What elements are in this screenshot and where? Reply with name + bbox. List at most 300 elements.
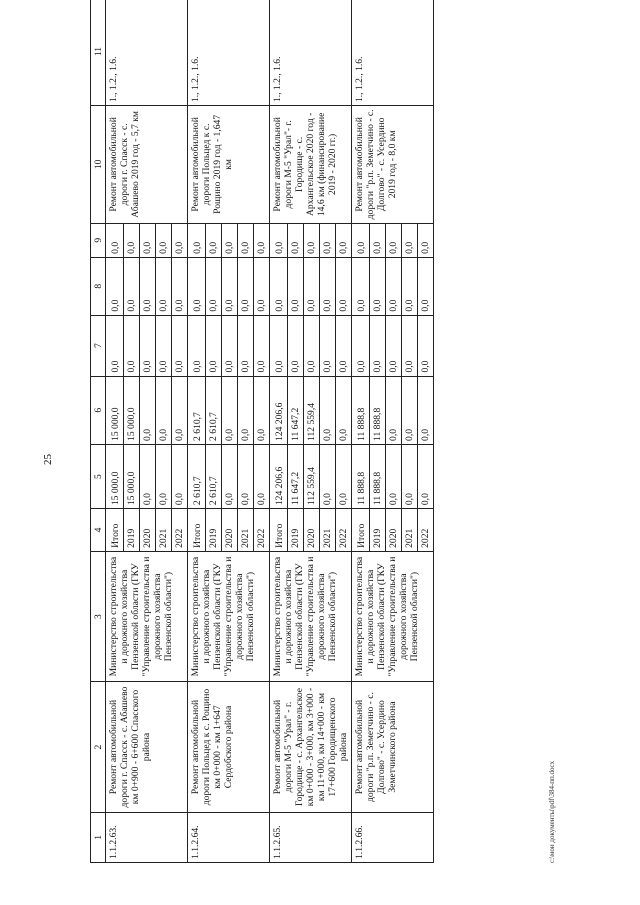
amount-federal-value: 0,0 [386,316,402,376]
amount-local-value: 0,0 [222,258,238,315]
sub-row [288,509,304,551]
sub-row [140,316,156,376]
year-value: 2019 [206,509,222,551]
year-value: Итого [354,509,370,551]
sub-row [254,224,270,257]
amount-total-value: 0,0 [386,445,402,508]
sub-row [238,258,254,315]
amount-federal-cell [270,315,352,376]
year-value: 2020 [140,509,156,551]
sub-row [222,316,238,376]
amount-federal-value: 0,0 [420,360,431,373]
column-number: 3 [91,551,106,681]
table-row [188,0,270,863]
amount-total-value: 0,0 [420,493,431,506]
amount-federal-value: 0,0 [206,316,222,376]
year-value: 2021 [238,509,254,551]
sub-row [108,445,124,508]
sub-row [336,377,352,444]
sub-row [386,258,402,315]
sub-row [418,316,434,376]
measure-name: Ремонт автомобильной дороги М-5 "Урал" - г. Городище - с. Архангельское км 0+000 - 3+000, км 3+000 - км 11+000, км 14+000 - км 17+600 Городищенского района [270,682,352,812]
sub-row [238,316,254,376]
amount-total-value: 0,0 [402,445,418,508]
column-number: 6 [91,376,106,444]
amount-local-value: 0,0 [338,299,349,312]
amount-other-value: 0,0 [420,241,431,254]
amount-regional-value: 0,0 [402,377,418,444]
column-number: 1 [91,812,106,862]
sub-row [336,509,352,551]
sub-row [156,445,172,508]
sub-row [190,258,206,315]
amount-federal-cell [106,315,188,376]
amount-regional-value: 2 610,7 [206,377,222,444]
sub-row [354,316,370,376]
file-path-footer: c:\мои документы\pdf\384-пп.docx [548,760,556,863]
sub-row [386,445,402,508]
amount-total-value: 15 000,0 [108,445,124,508]
sub-row [206,316,222,376]
sub-row [304,377,320,444]
amount-regional-value: 11 888,8 [354,377,370,444]
amount-local-value: 0,0 [190,258,206,315]
sub-row [172,224,188,257]
amount-local-list [272,258,351,315]
sub-row [206,377,222,444]
sub-row [304,316,320,376]
row-number: 1.1.2.65. [270,812,352,862]
sub-row [370,224,386,257]
sub-row [370,509,386,551]
sub-row [140,445,156,508]
amount-regional-value: 0,0 [320,377,336,444]
sub-row [190,377,206,444]
amount-total-value: 0,0 [174,493,185,506]
amount-federal-value: 0,0 [190,316,206,376]
amount-total-value: 2 610,7 [190,445,206,508]
sub-row [140,258,156,315]
amount-regional-list [354,377,433,444]
year-list [354,509,433,551]
year-value: 2022 [174,528,185,548]
measure-name: Ремонт автомобильной дороги г. Спасск - с. Абашево км 0+900 - 6+600 Спасского района [106,682,188,812]
amount-other-cell [270,223,352,257]
amount-local-value: 0,0 [354,258,370,315]
amount-local-cell [270,257,352,315]
year-value: 2019 [370,509,386,551]
amount-regional-value: 0,0 [140,377,156,444]
amount-local-value: 0,0 [174,299,185,312]
sub-row [124,509,140,551]
amount-total-value: 0,0 [238,445,254,508]
row-number: 1.1.2.66. [352,812,434,862]
column-number: 4 [91,509,106,552]
sub-row [124,445,140,508]
sub-row [288,258,304,315]
sub-row [320,316,336,376]
amount-local-list [108,258,187,315]
sub-row [336,316,352,376]
amount-total-value: 15 000,0 [124,445,140,508]
amount-federal-cell [188,315,270,376]
measure-name: Ремонт автомобильной дороги "р.п. Земетчино - с. Долгово" - с. Усердино Земетчинского района [352,682,434,812]
amount-local-list [190,258,269,315]
sub-row [288,377,304,444]
sub-row [304,224,320,257]
amount-total-cell [188,444,270,508]
year-value: 2022 [420,528,431,548]
amount-federal-value: 0,0 [304,316,320,376]
sub-row [402,224,418,257]
amount-local-cell [188,257,270,315]
year-value: 2021 [156,509,172,551]
amount-federal-list [354,316,433,376]
expected-result: Ремонт автомобильной дороги "р.п. Земетчино - с. Долгово" - с. Усердино 2019 год - 8,0 км [352,106,434,224]
amount-other-value: 0,0 [238,224,254,257]
amount-other-value: 0,0 [272,224,288,257]
sub-row [238,224,254,257]
sub-row [156,224,172,257]
year-list [108,509,187,551]
sub-row [172,258,188,315]
sub-row [124,224,140,257]
sub-row [370,316,386,376]
amount-other-value: 0,0 [206,224,222,257]
amount-total-value: 0,0 [222,445,238,508]
expected-result: Ремонт автомобильной дороги М-5 "Урал"- г. Городище - с. Архангельское 2020 год - 14,6 км (финансирование 2019 - 2020 гг.) [270,106,352,224]
amount-federal-list [190,316,269,376]
sub-row [140,509,156,551]
amount-federal-value: 0,0 [174,360,185,373]
amount-local-value: 0,0 [288,258,304,315]
amount-other-value: 0,0 [386,224,402,257]
year-value: 2020 [386,509,402,551]
amount-other-list [272,224,351,257]
amount-local-value: 0,0 [256,299,267,312]
amount-other-list [190,224,269,257]
column-number: 2 [91,682,106,812]
amount-other-value: 0,0 [124,224,140,257]
sub-row [272,509,288,551]
expected-result: Ремонт автомобильной дороги Польцед к с. Рощино 2019 год - 1,647 км [188,106,270,224]
sub-row [254,258,270,315]
sub-row [402,509,418,551]
amount-other-cell [352,223,434,257]
sub-row [190,509,206,551]
amount-other-value: 0,0 [222,224,238,257]
sub-row [386,316,402,376]
amount-other-value: 0,0 [320,224,336,257]
amount-total-value: 2 610,7 [206,445,222,508]
sub-row [354,509,370,551]
amount-federal-value: 0,0 [156,316,172,376]
indicator-code: 1., 1.2., 1.6. [188,0,270,106]
sub-row [140,377,156,444]
year-value: 2019 [124,509,140,551]
amount-regional-cell [188,376,270,444]
executor: Министерство строительства и дорожного хозяйства Пензенской области (ГКУ "Управление строительства и дорожного хозяйства Пензенской области") [270,551,352,681]
amount-regional-value: 15 000,0 [108,377,124,444]
year-list [190,509,269,551]
sub-row [354,377,370,444]
amount-total-value: 0,0 [338,493,349,506]
sub-row [386,224,402,257]
amount-local-value: 0,0 [238,258,254,315]
table-row [352,0,434,863]
amount-other-cell [188,223,270,257]
year-cell [188,509,270,552]
sub-row [354,258,370,315]
amount-regional-cell [352,376,434,444]
amount-regional-value: 0,0 [338,428,349,441]
amount-regional-value: 124 206,6 [272,377,288,444]
sub-row [336,445,352,508]
sub-row [254,316,270,376]
amount-regional-cell [270,376,352,444]
sub-row [418,509,434,551]
sub-row [304,509,320,551]
sub-row [272,224,288,257]
amount-federal-value: 0,0 [222,316,238,376]
measure-name: Ремонт автомобильной дороги Польцед к с. Рощино км 0+000 - км 1+647 Сердобского района [188,682,270,812]
amount-other-value: 0,0 [354,224,370,257]
sub-row [354,445,370,508]
amount-other-value: 0,0 [174,241,185,254]
amount-federal-value: 0,0 [320,316,336,376]
sub-row [156,377,172,444]
amount-total-value: 11 888,8 [354,445,370,508]
sub-row [336,258,352,315]
sub-row [206,224,222,257]
amount-total-value: 0,0 [256,493,267,506]
amount-federal-cell [352,315,434,376]
sub-row [172,445,188,508]
sub-row [320,377,336,444]
year-value: 2021 [320,509,336,551]
sub-row [288,316,304,376]
sub-row [238,445,254,508]
sub-row [108,377,124,444]
amount-local-value: 0,0 [420,299,431,312]
sub-row [370,445,386,508]
amount-federal-value: 0,0 [370,316,386,376]
column-number: 10 [91,106,106,224]
amount-federal-value: 0,0 [272,316,288,376]
row-number: 1.1.2.63. [106,812,188,862]
executor: Министерство строительства и дорожного хозяйства Пензенской области (ГКУ "Управление строительства и дорожного хозяйства Пензенской области") [106,551,188,681]
sub-row [320,445,336,508]
sub-row [124,258,140,315]
sub-row [272,377,288,444]
year-value: 2019 [288,509,304,551]
amount-regional-list [108,377,187,444]
executor: Министерство строительства и дорожного хозяйства Пензенской области (ГКУ "Управление строительства и дорожного хозяйства Пензенской области") [188,551,270,681]
year-value: Итого [108,509,124,551]
amount-total-value: 124 206,6 [272,445,288,508]
amount-regional-list [272,377,351,444]
amount-regional-value: 11 647,2 [288,377,304,444]
amount-regional-value: 0,0 [174,428,185,441]
amount-other-value: 0,0 [288,224,304,257]
amount-other-value: 0,0 [304,224,320,257]
sub-row [108,258,124,315]
sub-row [222,509,238,551]
amount-other-value: 0,0 [402,224,418,257]
amount-total-value: 0,0 [320,445,336,508]
amount-regional-value: 0,0 [222,377,238,444]
amount-other-value: 0,0 [256,241,267,254]
amount-local-value: 0,0 [370,258,386,315]
amount-regional-value: 0,0 [256,428,267,441]
sub-row [206,445,222,508]
amount-regional-value: 11 888,8 [370,377,386,444]
amount-local-value: 0,0 [320,258,336,315]
sub-row [320,258,336,315]
sub-row [402,316,418,376]
sub-row [156,258,172,315]
sub-row [206,258,222,315]
sub-row [108,509,124,551]
sub-row [402,445,418,508]
sub-row [336,224,352,257]
table-row [106,0,188,863]
amount-local-value: 0,0 [156,258,172,315]
sub-row [156,316,172,376]
amount-total-list [354,445,433,508]
amount-other-value: 0,0 [156,224,172,257]
amount-other-value: 0,0 [108,224,124,257]
amount-local-value: 0,0 [206,258,222,315]
year-list [272,509,351,551]
sub-row [304,258,320,315]
amount-federal-value: 0,0 [140,316,156,376]
sub-row [254,377,270,444]
year-value: Итого [272,509,288,551]
sub-row [124,316,140,376]
sub-row [402,377,418,444]
sub-row [172,377,188,444]
year-value: 2022 [338,528,349,548]
sub-row [254,445,270,508]
sub-row [370,258,386,315]
indicator-code: 1., 1.2., 1.6. [352,0,434,106]
sub-row [222,224,238,257]
amount-federal-value: 0,0 [108,316,124,376]
table-row [270,0,352,863]
sub-row [254,509,270,551]
amount-regional-value: 0,0 [238,377,254,444]
sub-row [304,445,320,508]
amount-regional-value: 15 000,0 [124,377,140,444]
sub-row [402,258,418,315]
year-value: 2022 [256,528,267,548]
sub-row [272,258,288,315]
amount-local-list [354,258,433,315]
sub-row [272,316,288,376]
sub-row [386,509,402,551]
sub-row [172,316,188,376]
year-value: Итого [190,509,206,551]
amount-federal-value: 0,0 [338,360,349,373]
amount-total-list [272,445,351,508]
amount-local-value: 0,0 [304,258,320,315]
amount-other-value: 0,0 [370,224,386,257]
sub-row [156,509,172,551]
amount-regional-value: 112 559,4 [304,377,320,444]
amount-other-value: 0,0 [140,224,156,257]
amount-regional-value: 0,0 [420,428,431,441]
sub-row [288,224,304,257]
sub-row [272,445,288,508]
amount-local-cell [106,257,188,315]
amount-local-cell [352,257,434,315]
sub-row [190,316,206,376]
year-value: 2020 [222,509,238,551]
executor: Министерство строительства и дорожного хозяйства Пензенской области (ГКУ "Управление строительства и дорожного хозяйства Пензенской области") [352,551,434,681]
amount-federal-value: 0,0 [256,360,267,373]
sub-row [354,224,370,257]
amount-local-value: 0,0 [140,258,156,315]
amount-local-value: 0,0 [108,258,124,315]
amount-total-value: 0,0 [156,445,172,508]
row-number: 1.1.2.64. [188,812,270,862]
sub-row [222,258,238,315]
column-number: 9 [91,223,106,257]
amount-total-value: 11 888,8 [370,445,386,508]
sub-row [190,224,206,257]
page-number: 25 [42,454,54,465]
column-number: 8 [91,257,106,315]
year-cell [106,509,188,552]
sub-row [222,377,238,444]
amount-regional-value: 2 610,7 [190,377,206,444]
column-number: 7 [91,315,106,376]
sub-row [320,509,336,551]
amount-other-value: 0,0 [338,241,349,254]
amount-total-list [190,445,269,508]
amount-federal-value: 0,0 [402,316,418,376]
amount-local-value: 0,0 [124,258,140,315]
sub-row [222,445,238,508]
column-number: 5 [91,444,106,508]
amount-federal-value: 0,0 [354,316,370,376]
sub-row [108,316,124,376]
amount-other-value: 0,0 [190,224,206,257]
amount-federal-list [108,316,187,376]
amount-regional-cell [106,376,188,444]
amount-total-cell [270,444,352,508]
amount-federal-value: 0,0 [238,316,254,376]
sub-row [238,509,254,551]
amount-federal-value: 0,0 [288,316,304,376]
sub-row [418,224,434,257]
year-value: 2021 [402,509,418,551]
amount-other-list [108,224,187,257]
amount-total-value: 0,0 [140,445,156,508]
expected-result: Ремонт автомобильной дороги г. Спасск - с. Абашево 2019 год - 5,7 км [106,106,188,224]
amount-regional-list [190,377,269,444]
amount-total-value: 112 559,4 [304,445,320,508]
column-number: 11 [91,0,106,106]
year-value: 2020 [304,509,320,551]
sub-row [108,224,124,257]
amount-total-list [108,445,187,508]
program-table [90,0,434,863]
column-number-row [91,0,106,863]
sub-row [320,224,336,257]
sub-row [238,377,254,444]
